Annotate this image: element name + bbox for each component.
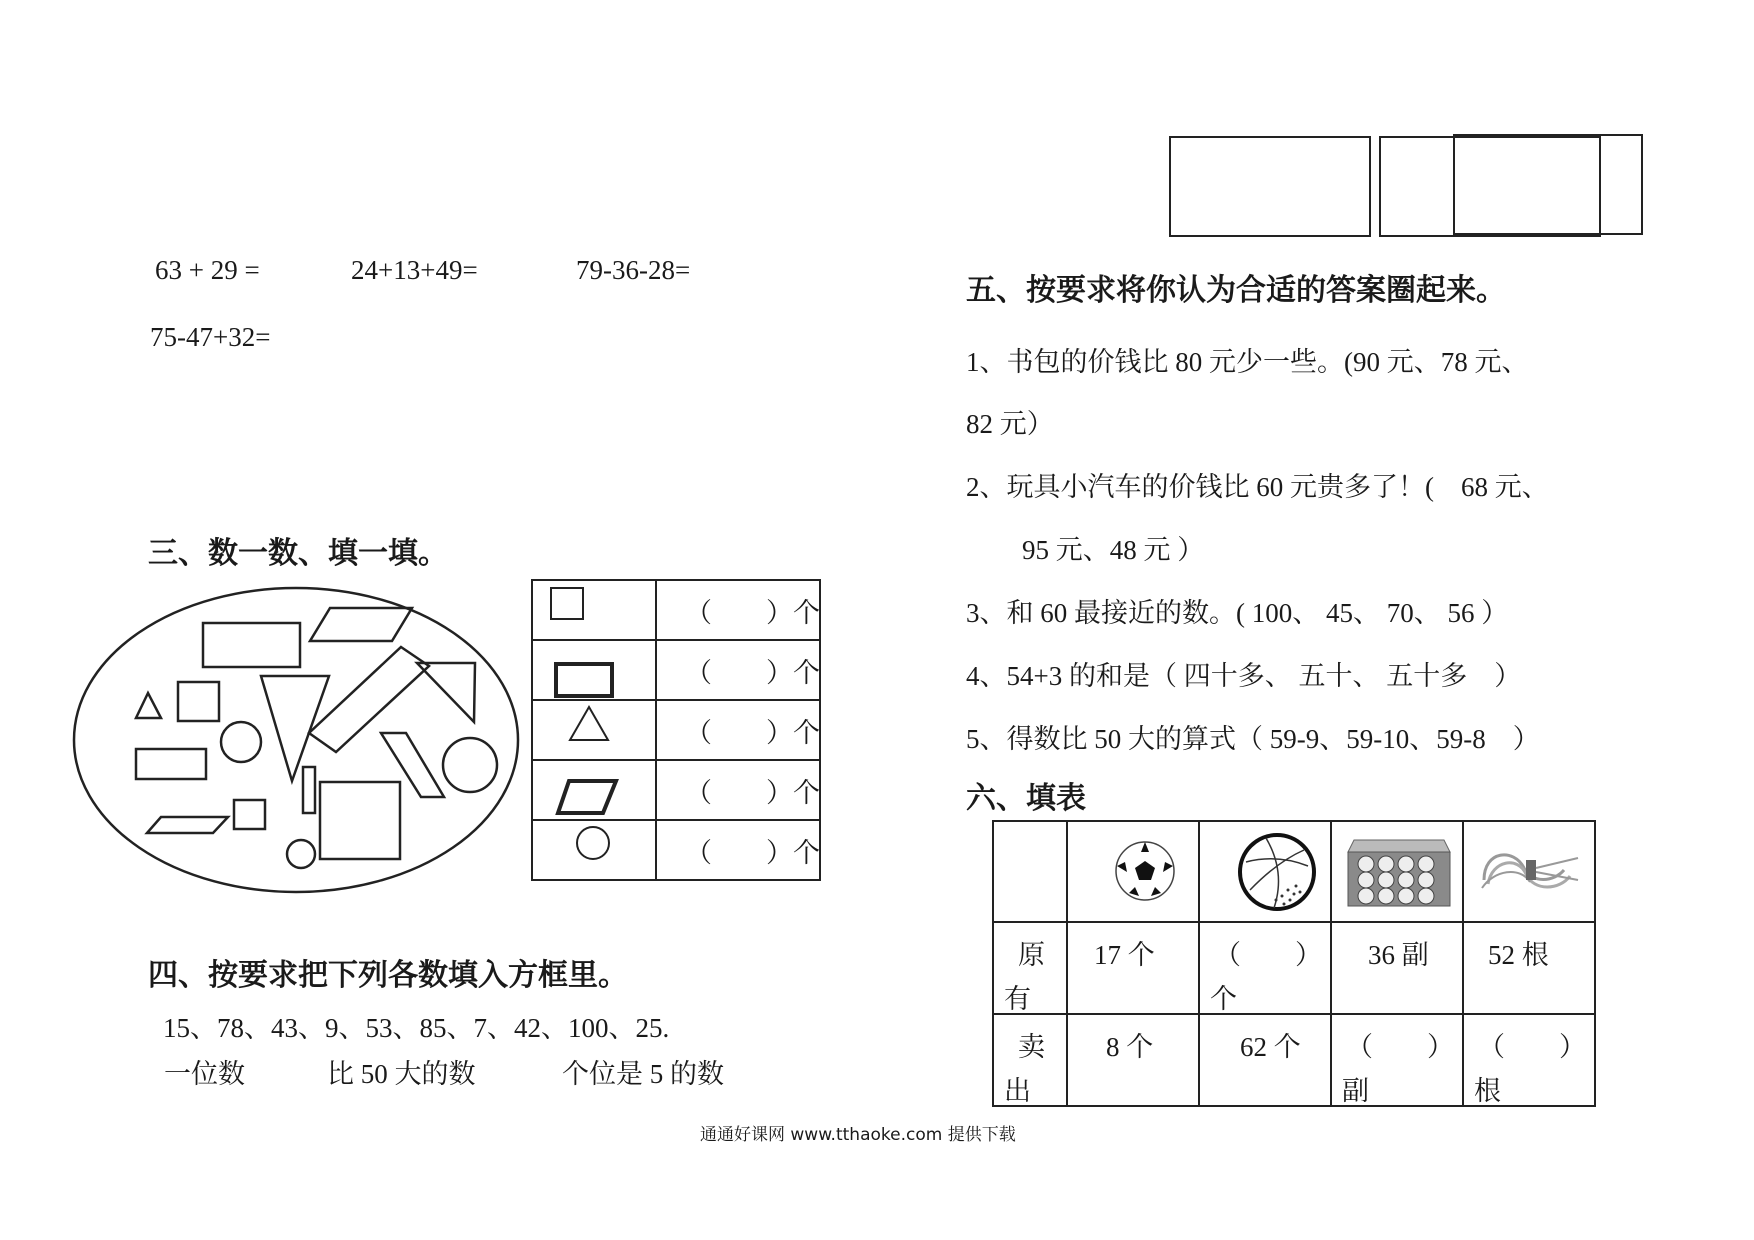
answer-cell[interactable] — [656, 640, 820, 700]
shape-cell — [532, 640, 656, 700]
answer-cell[interactable] — [656, 700, 820, 760]
section4-heading: 四、按要求把下列各数填入方框里。 — [148, 958, 628, 993]
answer-cell[interactable] — [656, 580, 820, 640]
equation-2: 24+13+49= — [351, 255, 478, 285]
category-label-greater-than-50: 比 50 大的数 — [327, 1059, 476, 1089]
square-icon — [549, 586, 587, 622]
item-cell — [1199, 821, 1331, 922]
shape-parallelogram — [147, 817, 228, 833]
cell-unit: 副 — [1342, 1076, 1369, 1106]
item-cell — [1331, 821, 1463, 922]
cell-value: 17 个 — [1094, 940, 1155, 970]
count-answer: （ ）个 — [685, 598, 820, 628]
cell-unit: 根 — [1474, 1076, 1501, 1106]
count-answer: （ ）个 — [685, 778, 820, 808]
row-label-top: 卖 — [1018, 1032, 1045, 1062]
count-answer: （ ）个 — [685, 658, 820, 688]
shape-circle — [221, 722, 261, 762]
score-box-1 — [1169, 136, 1371, 237]
section3-heading: 三、数一数、填一填。 — [148, 536, 448, 571]
number-list: 15、78、43、9、53、85、7、42、100、25. — [163, 1013, 670, 1043]
shape-square — [234, 800, 265, 829]
question-4: 4、54+3 的和是（ 四十多、 五十、 五十多 ） — [966, 661, 1522, 691]
table-row — [993, 922, 1595, 1014]
shape-cell — [532, 820, 656, 880]
table-row — [993, 821, 1595, 922]
value-cell[interactable] — [1331, 1014, 1463, 1106]
category-label-ones-digit-5: 个位是 5 的数 — [562, 1059, 724, 1089]
equation-4: 75-47+32= — [150, 322, 271, 352]
sales-table — [992, 820, 1596, 1107]
question-1-line-2: 82 元） — [966, 409, 1054, 439]
shape-triangle — [417, 663, 475, 722]
footer-text: 通通好课网 www.tthaoke.com 提供下载 — [700, 1125, 1016, 1145]
rope-icon — [1474, 840, 1584, 906]
shape-rectangle — [203, 623, 300, 667]
row-label-top: 原 — [1018, 940, 1045, 970]
value-cell — [1199, 1014, 1331, 1106]
question-3: 3、和 60 最接近的数。( 100、 45、 70、 56 ） — [966, 598, 1509, 628]
table-row — [532, 640, 820, 700]
table-row — [532, 700, 820, 760]
cell-unit: 个 — [1210, 984, 1237, 1014]
shape-square — [320, 782, 400, 859]
shape-triangle — [136, 693, 161, 718]
shape-cell — [532, 700, 656, 760]
ellipse-outline — [74, 588, 518, 892]
value-cell — [1067, 1014, 1199, 1106]
score-box-3 — [1453, 134, 1643, 235]
corner-cell — [993, 821, 1067, 922]
question-1-line-1: 1、书包的价钱比 80 元少一些。(90 元、78 元、 — [966, 347, 1529, 377]
item-cell — [1067, 821, 1199, 922]
answer-cell[interactable] — [656, 760, 820, 820]
shape-rectangle — [303, 767, 315, 813]
row-label-bottom: 出 — [1004, 1076, 1031, 1106]
cell-value: （ ） — [1346, 1032, 1454, 1062]
count-answer: （ ）个 — [685, 838, 820, 868]
shape-count-table — [531, 579, 821, 881]
value-cell — [1463, 922, 1595, 1014]
shape-circle — [287, 840, 315, 868]
section6-heading: 六、填表 — [966, 781, 1086, 816]
table-row — [532, 760, 820, 820]
shape-triangle — [261, 676, 329, 781]
table-row — [993, 1014, 1595, 1106]
question-2-line-1: 2、玩具小汽车的价钱比 60 元贵多了！( 68 元、 — [966, 472, 1549, 502]
table-row — [532, 820, 820, 880]
item-cell — [1463, 821, 1595, 922]
parallelogram-icon — [555, 778, 619, 818]
triangle-icon — [567, 704, 611, 744]
cell-value: 52 根 — [1488, 940, 1549, 970]
cell-value: 36 副 — [1368, 940, 1429, 970]
shape-cell — [532, 580, 656, 640]
category-label-single-digit: 一位数 — [164, 1059, 245, 1089]
row-label-cell — [993, 1014, 1067, 1106]
row-label-cell — [993, 922, 1067, 1014]
cell-value: （ ） — [1478, 1032, 1586, 1062]
value-cell — [1067, 922, 1199, 1014]
shape-parallelogram — [310, 608, 412, 641]
basketball-icon — [1236, 832, 1318, 912]
shape-rectangle — [136, 749, 206, 779]
question-5: 5、得数比 50 大的算式（ 59-9、59-10、59-8 ） — [966, 724, 1540, 754]
answer-cell[interactable] — [656, 820, 820, 880]
soccer-ball-icon — [1113, 839, 1177, 903]
equation-1: 63 + 29 = — [155, 255, 260, 285]
row-label-bottom: 有 — [1004, 984, 1031, 1014]
table-row — [532, 580, 820, 640]
equation-3: 79-36-28= — [576, 255, 691, 285]
value-cell[interactable] — [1463, 1014, 1595, 1106]
chess-set-icon — [1344, 834, 1452, 910]
shapes-ellipse-figure — [66, 580, 526, 900]
shape-parallelogram — [381, 733, 444, 797]
count-answer: （ ）个 — [685, 718, 820, 748]
shape-square — [178, 682, 219, 721]
circle-icon — [573, 824, 613, 864]
rectangle-icon — [553, 661, 617, 701]
shape-parallelogram — [309, 647, 429, 752]
cell-value: 62 个 — [1240, 1032, 1301, 1062]
shape-circle — [443, 738, 497, 792]
value-cell — [1331, 922, 1463, 1014]
value-cell[interactable] — [1199, 922, 1331, 1014]
section5-heading: 五、按要求将你认为合适的答案圈起来。 — [966, 273, 1506, 308]
shape-cell — [532, 760, 656, 820]
question-2-line-2: 95 元、48 元 ） — [1022, 535, 1205, 565]
cell-value: 8 个 — [1106, 1032, 1154, 1062]
cell-value: （ ） — [1214, 940, 1322, 970]
